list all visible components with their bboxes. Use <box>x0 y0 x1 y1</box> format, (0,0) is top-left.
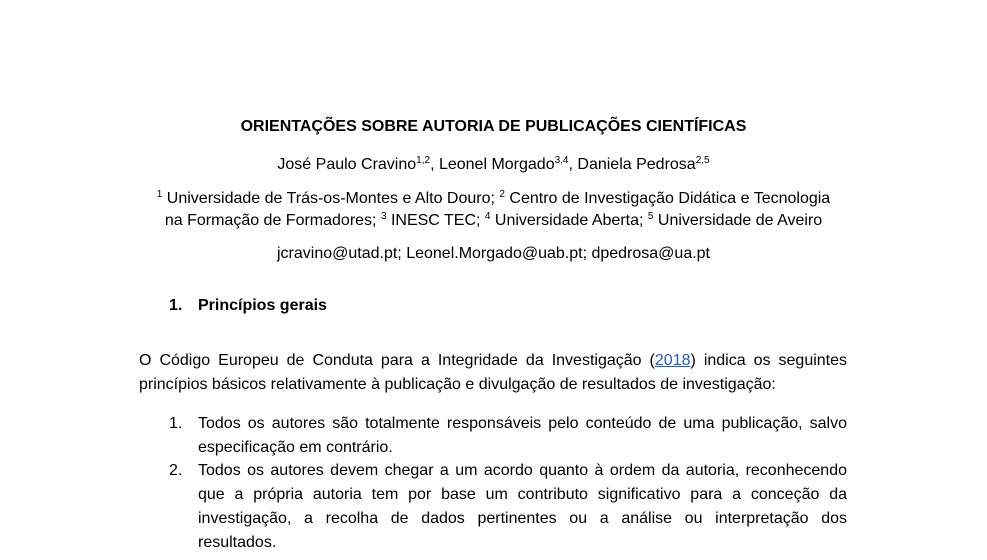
section-title: Princípios gerais <box>198 297 327 314</box>
intro-text: O Código Europeu de Conduta para a Integridade da Investigação ( <box>139 352 655 369</box>
affiliation: na Formação de Formadores; <box>164 212 381 229</box>
intro-line-2: princípios básicos relativamente à publicação e divulgação de resultados de investigação: <box>139 376 776 393</box>
list-item-line: resultados. <box>198 534 277 551</box>
intro-text: ) indica os seguintes <box>690 352 848 369</box>
list-item-number: 1. <box>169 415 183 432</box>
affiliation-sup: 1 <box>156 189 163 200</box>
author-emails: jcravino@utad.pt; Leonel.Morgado@uab.pt; dpedrosa@ua.pt <box>277 245 710 262</box>
author-name: José Paulo Cravino <box>277 156 417 173</box>
affiliation-sup: 2 <box>499 189 505 200</box>
author-name: Leonel Morgado <box>438 156 555 173</box>
list-item-line: que a própria autoria tem por base um contributo significativo para a conceção da <box>198 486 847 503</box>
author-affiliation-sup: 3,4 <box>554 155 569 166</box>
author-affiliation-sup: 2,5 <box>695 155 710 166</box>
section-number: 1. <box>169 297 183 314</box>
document-title: ORIENTAÇÕES SOBRE AUTORIA DE PUBLICAÇÕES CIENTÍFICAS <box>240 118 747 135</box>
author-separator: , <box>430 156 439 173</box>
list-item-line: Todos os autores devem chegar a um acordo quanto à ordem da autoria, reconhecendo <box>198 462 847 479</box>
affiliation: Universidade de Trás-os-Montes e Alto Douro; <box>162 190 500 207</box>
author-name: Daniela Pedrosa <box>577 156 696 173</box>
affiliation: Universidade de Aveiro <box>653 212 823 229</box>
affiliation: Centro de Investigação Didática e Tecnologia <box>504 190 831 207</box>
reference-link[interactable]: 2018 <box>654 352 691 369</box>
author-affiliation-sup: 1,2 <box>416 155 431 166</box>
affiliations-line-2 <box>0 212 987 230</box>
intro-line-1 <box>139 349 847 373</box>
intro-paragraph <box>139 349 847 397</box>
list-item-line: investigação, a recolha de dados pertinentes ou a análise ou interpretação dos <box>198 510 847 527</box>
affiliation: Universidade Aberta; <box>490 212 648 229</box>
list-item-line: especificação em contrário. <box>198 439 393 456</box>
list-item <box>169 412 847 460</box>
author-separator: , <box>568 156 578 173</box>
affiliation: INESC TEC; <box>386 212 485 229</box>
affiliation-sup: 4 <box>484 211 491 222</box>
author-list <box>0 156 987 174</box>
list-item <box>169 459 847 555</box>
section-heading <box>169 297 327 315</box>
list-item-number: 2. <box>169 462 183 479</box>
list-item-line: Todos os autores são totalmente responsáveis pelo conteúdo de uma publicação, salvo <box>198 415 847 432</box>
affiliation-sup: 3 <box>380 211 387 222</box>
affiliations-line-1 <box>0 190 987 208</box>
affiliation-sup: 5 <box>647 211 654 222</box>
